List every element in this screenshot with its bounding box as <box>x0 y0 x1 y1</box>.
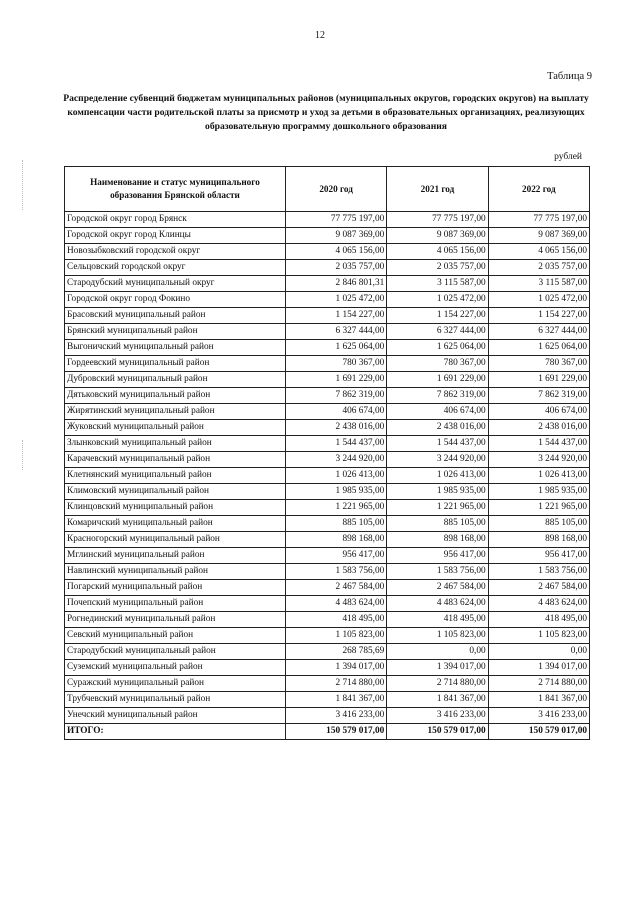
cell-municipality: Карачевский муниципальный район <box>65 452 286 468</box>
cell-amount-2021: 1 026 413,00 <box>387 468 488 484</box>
cell-amount-2020: 1 221 965,00 <box>285 500 386 516</box>
table-row <box>65 260 590 276</box>
cell-amount-2020: 1 841 367,00 <box>285 692 386 708</box>
table-row <box>65 484 590 500</box>
table-row <box>65 452 590 468</box>
cell-amount-2021: 0,00 <box>387 644 488 660</box>
table-row <box>65 244 590 260</box>
cell-amount-2022: 2 035 757,00 <box>488 260 589 276</box>
table-row <box>65 276 590 292</box>
cell-amount-2022: 2 438 016,00 <box>488 420 589 436</box>
cell-amount-2020: 1 583 756,00 <box>285 564 386 580</box>
cell-amount-2020: 1 625 064,00 <box>285 340 386 356</box>
cell-amount-2020: 2 714 880,00 <box>285 676 386 692</box>
cell-amount-2020: 898 168,00 <box>285 532 386 548</box>
cell-amount-2021: 1 154 227,00 <box>387 308 488 324</box>
table-row <box>65 708 590 724</box>
cell-municipality: Унечский муниципальный район <box>65 708 286 724</box>
cell-municipality: Почепский муниципальный район <box>65 596 286 612</box>
cell-municipality: Городской округ город Фокино <box>65 292 286 308</box>
cell-amount-2020: 1 691 229,00 <box>285 372 386 388</box>
cell-amount-2021: 1 583 756,00 <box>387 564 488 580</box>
cell-amount-2020: 1 544 437,00 <box>285 436 386 452</box>
cell-municipality: Жирятинский муниципальный район <box>65 404 286 420</box>
cell-municipality: Суземский муниципальный район <box>65 660 286 676</box>
cell-amount-2022: 2 467 584,00 <box>488 580 589 596</box>
cell-amount-2021: 3 416 233,00 <box>387 708 488 724</box>
table-row <box>65 532 590 548</box>
cell-amount-2021: 1 691 229,00 <box>387 372 488 388</box>
table-header-row <box>65 167 590 212</box>
cell-amount-2020: 2 846 801,31 <box>285 276 386 292</box>
table-row <box>65 468 590 484</box>
cell-amount-2020: 1 154 227,00 <box>285 308 386 324</box>
table-row <box>65 692 590 708</box>
cell-amount-2020: 268 785,69 <box>285 644 386 660</box>
cell-amount-2020: 885 105,00 <box>285 516 386 532</box>
table-row <box>65 420 590 436</box>
header-2021: 2021 год <box>387 167 488 212</box>
cell-municipality: Выгоничский муниципальный район <box>65 340 286 356</box>
cell-municipality: Севский муниципальный район <box>65 628 286 644</box>
cell-amount-2022: 3 244 920,00 <box>488 452 589 468</box>
cell-amount-2021: 1 985 935,00 <box>387 484 488 500</box>
table-row <box>65 516 590 532</box>
cell-amount-2020: 406 674,00 <box>285 404 386 420</box>
total-row <box>65 724 590 740</box>
cell-municipality: Суражский муниципальный район <box>65 676 286 692</box>
cell-amount-2022: 418 495,00 <box>488 612 589 628</box>
table-body <box>65 212 590 740</box>
table-row <box>65 324 590 340</box>
cell-amount-2021: 2 438 016,00 <box>387 420 488 436</box>
document-title: Распределение субвенций бюджетам муниципальных районов (муниципальных округов, городских округов) на выплату компенсации части родительской платы за присмотр и уход за детьми в образовательных организациях, реализующих образовательную программу дошкольного образования <box>63 93 589 132</box>
cell-amount-2021: 1 544 437,00 <box>387 436 488 452</box>
cell-amount-2022: 406 674,00 <box>488 404 589 420</box>
header-2022: 2022 год <box>488 167 589 212</box>
cell-amount-2022: 3 416 233,00 <box>488 708 589 724</box>
cell-municipality: Городской округ город Клинцы <box>65 228 286 244</box>
cell-amount-2021: 956 417,00 <box>387 548 488 564</box>
cell-amount-2022: 1 394 017,00 <box>488 660 589 676</box>
cell-amount-2021: 6 327 444,00 <box>387 324 488 340</box>
table-row <box>65 612 590 628</box>
cell-amount-2021: 898 168,00 <box>387 532 488 548</box>
cell-amount-2020: 77 775 197,00 <box>285 212 386 228</box>
cell-municipality: Рогнединский муниципальный район <box>65 612 286 628</box>
cell-amount-2020: 1 025 472,00 <box>285 292 386 308</box>
header-name: Наименование и статус муниципального образования Брянской области <box>65 167 286 212</box>
table-caption: Таблица 9 <box>547 71 592 82</box>
cell-amount-2022: 150 579 017,00 <box>488 724 589 740</box>
cell-amount-2021: 1 105 823,00 <box>387 628 488 644</box>
cell-municipality: Новозыбковский городской округ <box>65 244 286 260</box>
cell-municipality: Климовский муниципальный район <box>65 484 286 500</box>
cell-amount-2020: 4 483 624,00 <box>285 596 386 612</box>
table-row <box>65 212 590 228</box>
cell-municipality: Погарский муниципальный район <box>65 580 286 596</box>
cell-amount-2022: 1 025 472,00 <box>488 292 589 308</box>
cell-municipality: Стародубский муниципальный район <box>65 644 286 660</box>
cell-amount-2022: 956 417,00 <box>488 548 589 564</box>
cell-municipality: Мглинский муниципальный район <box>65 548 286 564</box>
page-number: 12 <box>315 30 325 41</box>
cell-municipality: ИТОГО: <box>65 724 286 740</box>
cell-amount-2022: 9 087 369,00 <box>488 228 589 244</box>
cell-municipality: Комаричский муниципальный район <box>65 516 286 532</box>
table-row <box>65 660 590 676</box>
cell-amount-2022: 1 583 756,00 <box>488 564 589 580</box>
cell-amount-2020: 1 105 823,00 <box>285 628 386 644</box>
cell-amount-2022: 4 483 624,00 <box>488 596 589 612</box>
cell-amount-2022: 1 691 229,00 <box>488 372 589 388</box>
table-row <box>65 580 590 596</box>
cell-amount-2022: 898 168,00 <box>488 532 589 548</box>
cell-amount-2020: 1 985 935,00 <box>285 484 386 500</box>
cell-municipality: Сельцовский городской округ <box>65 260 286 276</box>
cell-municipality: Клетнянский муниципальный район <box>65 468 286 484</box>
cell-amount-2021: 1 394 017,00 <box>387 660 488 676</box>
cell-amount-2021: 2 035 757,00 <box>387 260 488 276</box>
table-row <box>65 596 590 612</box>
cell-municipality: Брянский муниципальный район <box>65 324 286 340</box>
cell-municipality: Трубчевский муниципальный район <box>65 692 286 708</box>
table-row <box>65 228 590 244</box>
cell-amount-2021: 1 625 064,00 <box>387 340 488 356</box>
cell-municipality: Жуковский муниципальный район <box>65 420 286 436</box>
cell-amount-2022: 1 985 935,00 <box>488 484 589 500</box>
cell-amount-2020: 2 467 584,00 <box>285 580 386 596</box>
scan-margin-mark <box>22 160 24 210</box>
cell-amount-2022: 1 544 437,00 <box>488 436 589 452</box>
table-row <box>65 548 590 564</box>
cell-municipality: Брасовский муниципальный район <box>65 308 286 324</box>
table-row <box>65 308 590 324</box>
cell-amount-2022: 7 862 319,00 <box>488 388 589 404</box>
table-row <box>65 372 590 388</box>
cell-amount-2022: 2 714 880,00 <box>488 676 589 692</box>
cell-amount-2022: 1 105 823,00 <box>488 628 589 644</box>
cell-amount-2021: 885 105,00 <box>387 516 488 532</box>
cell-amount-2020: 1 394 017,00 <box>285 660 386 676</box>
cell-amount-2022: 1 221 965,00 <box>488 500 589 516</box>
cell-amount-2021: 780 367,00 <box>387 356 488 372</box>
cell-municipality: Злынковский муниципальный район <box>65 436 286 452</box>
scan-margin-mark <box>22 440 24 470</box>
cell-amount-2020: 9 087 369,00 <box>285 228 386 244</box>
table-row <box>65 292 590 308</box>
table-row <box>65 340 590 356</box>
cell-municipality: Городской округ город Брянск <box>65 212 286 228</box>
cell-amount-2020: 3 244 920,00 <box>285 452 386 468</box>
cell-amount-2022: 6 327 444,00 <box>488 324 589 340</box>
cell-amount-2020: 956 417,00 <box>285 548 386 564</box>
table-row <box>65 436 590 452</box>
table-row <box>65 644 590 660</box>
table-row <box>65 404 590 420</box>
cell-amount-2021: 2 714 880,00 <box>387 676 488 692</box>
cell-amount-2021: 4 065 156,00 <box>387 244 488 260</box>
cell-amount-2021: 1 221 965,00 <box>387 500 488 516</box>
cell-amount-2020: 150 579 017,00 <box>285 724 386 740</box>
cell-municipality: Дубровский муниципальный район <box>65 372 286 388</box>
cell-amount-2021: 3 244 920,00 <box>387 452 488 468</box>
cell-amount-2020: 2 035 757,00 <box>285 260 386 276</box>
cell-amount-2021: 150 579 017,00 <box>387 724 488 740</box>
header-2020: 2020 год <box>285 167 386 212</box>
cell-municipality: Гордеевский муниципальный район <box>65 356 286 372</box>
cell-municipality: Навлинский муниципальный район <box>65 564 286 580</box>
table-row <box>65 676 590 692</box>
cell-amount-2020: 4 065 156,00 <box>285 244 386 260</box>
table-row <box>65 356 590 372</box>
cell-amount-2022: 0,00 <box>488 644 589 660</box>
units-label: рублей <box>554 152 582 162</box>
cell-amount-2020: 2 438 016,00 <box>285 420 386 436</box>
subsidy-table <box>64 166 590 740</box>
cell-amount-2020: 7 862 319,00 <box>285 388 386 404</box>
cell-municipality: Красногорский муниципальный район <box>65 532 286 548</box>
cell-amount-2020: 1 026 413,00 <box>285 468 386 484</box>
cell-municipality: Дятьковский муниципальный район <box>65 388 286 404</box>
cell-amount-2022: 77 775 197,00 <box>488 212 589 228</box>
cell-amount-2021: 4 483 624,00 <box>387 596 488 612</box>
cell-amount-2021: 77 775 197,00 <box>387 212 488 228</box>
cell-amount-2022: 1 625 064,00 <box>488 340 589 356</box>
cell-amount-2020: 418 495,00 <box>285 612 386 628</box>
cell-amount-2021: 7 862 319,00 <box>387 388 488 404</box>
cell-amount-2021: 406 674,00 <box>387 404 488 420</box>
cell-amount-2022: 780 367,00 <box>488 356 589 372</box>
cell-amount-2022: 4 065 156,00 <box>488 244 589 260</box>
cell-amount-2022: 885 105,00 <box>488 516 589 532</box>
cell-municipality: Стародубский муниципальный округ <box>65 276 286 292</box>
cell-amount-2021: 9 087 369,00 <box>387 228 488 244</box>
cell-amount-2021: 1 025 472,00 <box>387 292 488 308</box>
table-row <box>65 388 590 404</box>
cell-amount-2021: 3 115 587,00 <box>387 276 488 292</box>
cell-amount-2022: 1 154 227,00 <box>488 308 589 324</box>
cell-amount-2021: 2 467 584,00 <box>387 580 488 596</box>
cell-amount-2020: 6 327 444,00 <box>285 324 386 340</box>
cell-amount-2022: 1 841 367,00 <box>488 692 589 708</box>
cell-amount-2020: 3 416 233,00 <box>285 708 386 724</box>
cell-amount-2022: 1 026 413,00 <box>488 468 589 484</box>
cell-amount-2022: 3 115 587,00 <box>488 276 589 292</box>
cell-municipality: Клинцовский муниципальный район <box>65 500 286 516</box>
cell-amount-2020: 780 367,00 <box>285 356 386 372</box>
cell-amount-2021: 1 841 367,00 <box>387 692 488 708</box>
cell-amount-2021: 418 495,00 <box>387 612 488 628</box>
table-row <box>65 628 590 644</box>
table-row <box>65 564 590 580</box>
table-row <box>65 500 590 516</box>
